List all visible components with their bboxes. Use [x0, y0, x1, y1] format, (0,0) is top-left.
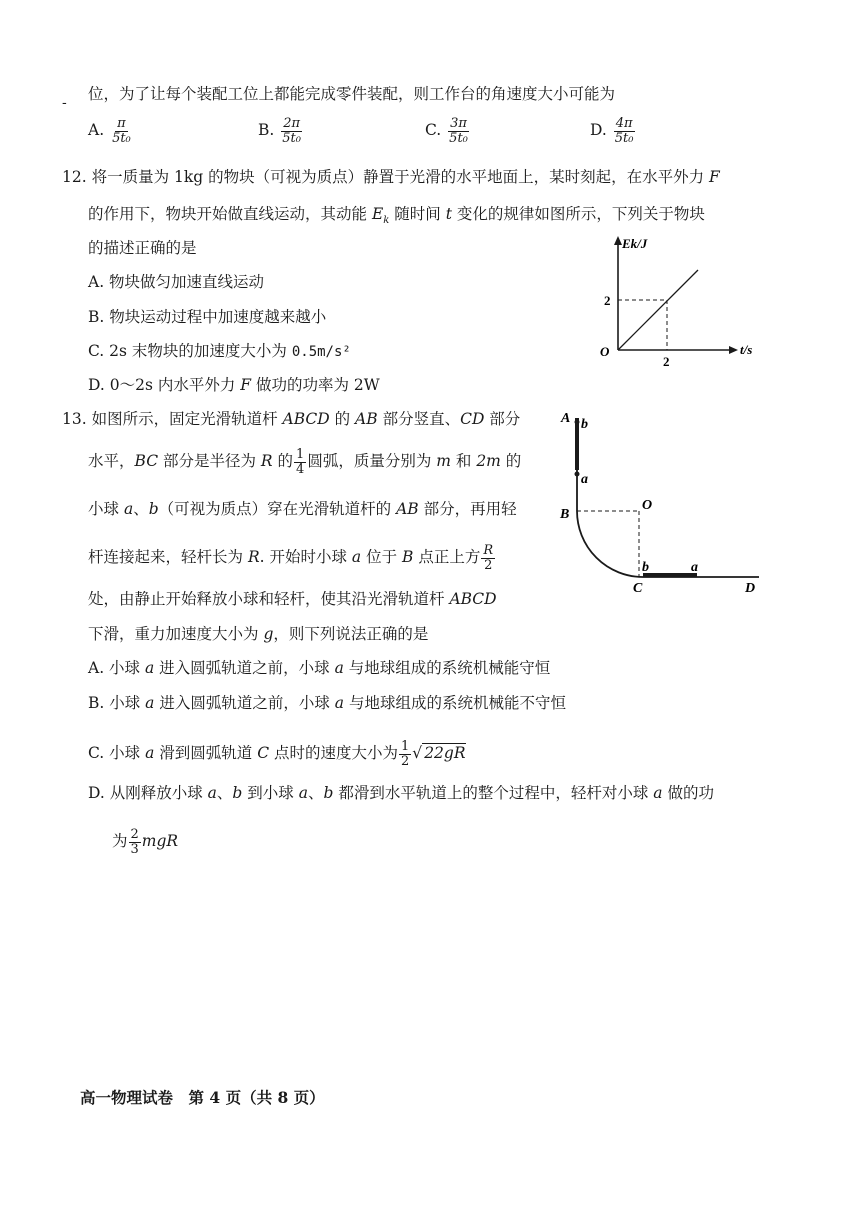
var-f: F: [240, 376, 252, 394]
label-b-point: B: [560, 507, 570, 522]
sqrt-sign: √: [412, 744, 423, 763]
ball-b-top: [575, 420, 580, 425]
text: B. 小球: [88, 694, 146, 712]
unit: 0.5m/s²: [291, 344, 351, 360]
subscript-k: k: [383, 215, 390, 227]
var: ABCD: [282, 410, 330, 428]
text: 部分竖直、: [377, 410, 461, 428]
text: 滑到圆弧轨道: [154, 744, 258, 763]
text: C. 小球: [88, 744, 146, 763]
q12-stem-line3: 的描述正确的是: [88, 239, 197, 257]
text: 的: [329, 410, 356, 428]
text: 12. 将一质量为 1kg 的物块（可视为质点）静置于光滑的水平地面上，某时刻起，在水平外力: [62, 168, 710, 186]
option-letter: C.: [425, 121, 442, 140]
text: 位于: [361, 548, 403, 567]
text: 到小球: [242, 784, 299, 802]
text: A. 小球: [88, 659, 145, 677]
label-a-point: A: [561, 411, 571, 426]
option-letter: A.: [88, 121, 105, 140]
text: 做的功: [662, 784, 714, 802]
frac-numerator: 4π: [615, 116, 633, 131]
label-a-low: a: [691, 560, 698, 575]
var: g: [263, 625, 274, 643]
var: a: [334, 694, 345, 712]
text: 和: [450, 452, 477, 471]
text: 部分是半径为: [158, 452, 261, 471]
text: 小球: [88, 500, 124, 518]
ek-line: [618, 270, 698, 350]
sqrt-radicand: 22gR: [424, 744, 466, 763]
var: m: [436, 452, 451, 471]
text: C. 2s 末物块的加速度大小为: [88, 342, 292, 360]
var: AB: [355, 410, 378, 428]
var: a: [145, 744, 155, 763]
q11-bullet: -: [62, 95, 67, 111]
q13-stem-line1: [62, 412, 520, 428]
text: 做功的功率为 2W: [251, 376, 380, 394]
track-bc-arc: [577, 511, 643, 577]
q13-track-figure: [555, 408, 770, 598]
text: （可视为质点）穿在光滑轨道杆的: [158, 500, 397, 518]
text: 的: [272, 452, 294, 471]
text: 、: [307, 784, 324, 802]
y-tick-label: 2: [604, 293, 611, 308]
var: C: [257, 744, 270, 763]
var: ABCD: [449, 590, 497, 608]
text: 部分，再用轻: [418, 500, 517, 518]
frac-denominator: 4: [296, 461, 305, 477]
q13-option-d: [88, 786, 714, 802]
var: CD: [460, 410, 485, 428]
var: b: [232, 784, 243, 802]
text: 水平，: [88, 452, 135, 471]
var-e: E: [371, 205, 384, 223]
x-axis-arrow: [729, 346, 738, 354]
q13-option-a: [88, 661, 550, 677]
var: a: [653, 784, 663, 802]
text: . 开始时小球: [259, 548, 352, 567]
frac-numerator: 3π: [450, 116, 467, 131]
x-tick-label: 2: [663, 354, 670, 369]
text: 处，由静止开始释放小球和轻杆，使其沿光滑轨道杆: [88, 590, 450, 608]
frac-denominator: 2: [401, 753, 410, 769]
label-b-top: b: [581, 417, 588, 432]
q12-option-d: [88, 378, 380, 394]
q13-option-b: [88, 696, 566, 712]
frac-numerator: R: [483, 543, 494, 558]
q13-option-d-line2: [112, 828, 178, 856]
text: 进入圆弧轨道之前，小球: [154, 694, 335, 712]
var: 2m: [476, 452, 501, 471]
option-letter: B.: [258, 121, 275, 140]
var: a: [298, 784, 308, 802]
label-c-point: C: [633, 581, 643, 596]
var: R: [247, 548, 260, 567]
var: a: [334, 659, 344, 677]
y-axis-arrow: [614, 236, 622, 245]
y-axis-label: Ek/J: [622, 236, 648, 251]
text: D. 0～2s 内水平外力: [88, 376, 241, 394]
var-t: t: [445, 205, 452, 223]
page-footer: 高一物理试卷 第 4 页（共 8 页）: [80, 1088, 325, 1107]
var: b: [323, 784, 334, 802]
q13-stem-line3: [88, 502, 517, 518]
text: 、: [216, 784, 233, 802]
var: B: [402, 548, 414, 567]
text: 杆连接起来，轻杆长为: [88, 548, 248, 567]
x-axis-label: t/s: [740, 342, 753, 357]
frac-denominator: 5t₀: [112, 130, 131, 146]
q12-stem-line1: [62, 170, 720, 186]
q11-option-d: [590, 117, 636, 145]
text: 的: [500, 452, 522, 471]
frac-numerator: 1: [296, 447, 305, 462]
text: 为: [112, 832, 128, 851]
q11-option-c: [425, 117, 471, 145]
frac-numerator: 2: [130, 827, 139, 842]
frac-numerator: π: [117, 116, 126, 131]
var: BC: [134, 452, 159, 471]
var: b: [148, 500, 159, 518]
frac-numerator: 1: [401, 739, 410, 754]
frac-numerator: 2π: [283, 116, 301, 131]
text: 下滑，重力加速度大小为: [88, 625, 264, 643]
q11-option-a: [88, 117, 134, 145]
var: mgR: [141, 832, 179, 851]
text: 部分: [484, 410, 521, 428]
text: 13. 如图所示，固定光滑轨道杆: [62, 410, 283, 428]
ball-a-mid: [575, 472, 580, 477]
q11-option-b: [258, 117, 304, 145]
text: 随时间: [389, 205, 446, 223]
var-f: F: [709, 168, 720, 186]
q12-stem-line2: [88, 207, 705, 226]
label-a-mid: a: [581, 472, 588, 487]
label-d-point: D: [745, 581, 756, 596]
q12-option-b: B. 物块运动过程中加速度越来越小: [88, 308, 327, 326]
q13-stem-line2: [88, 448, 521, 476]
var: AB: [396, 500, 419, 518]
text: ，则下列说法正确的是: [273, 625, 429, 643]
text: 圆弧，质量分别为: [307, 452, 437, 471]
q11-stem: 位，为了让每个装配工位上都能完成零件装配，则工作台的角速度大小可能为: [88, 85, 616, 103]
frac-denominator: 5t₀: [282, 130, 301, 146]
text: 点正上方: [413, 548, 481, 567]
var: a: [351, 548, 362, 567]
text: 与地球组成的系统机械能不守恒: [344, 694, 566, 712]
q13-stem-line6: [88, 627, 428, 643]
var: R: [260, 452, 273, 471]
text: D. 从刚释放小球: [88, 784, 208, 802]
text: 都滑到水平轨道上的整个过程中，轻杆对小球: [333, 784, 654, 802]
var: a: [144, 659, 155, 677]
q12-option-c: [88, 344, 351, 360]
text: 与地球组成的系统机械能守恒: [343, 659, 551, 677]
text: 进入圆弧轨道之前，小球: [154, 659, 335, 677]
label-o-point: O: [642, 498, 653, 513]
q12-option-a: A. 物块做匀加速直线运动: [88, 273, 265, 291]
frac-denominator: 5t₀: [614, 130, 634, 146]
q12-ek-t-graph: [590, 232, 770, 372]
text: 、: [133, 500, 149, 518]
origin-label: O: [600, 344, 610, 359]
q13-option-c: [88, 740, 466, 768]
text: 点时的速度大小为: [269, 744, 399, 763]
text: 变化的规律如图所示，下列关于物块: [451, 205, 705, 223]
text: 的作用下，物块开始做直线运动，其动能: [88, 205, 372, 223]
option-letter: D.: [590, 121, 607, 140]
q13-stem-line5: [88, 592, 497, 608]
frac-denominator: 3: [130, 841, 139, 857]
var: a: [207, 784, 217, 802]
q13-stem-line4: [88, 544, 496, 572]
frac-denominator: 2: [484, 557, 493, 573]
var: a: [145, 694, 155, 712]
label-b-low: b: [642, 560, 649, 575]
frac-denominator: 5t₀: [449, 130, 468, 146]
var: a: [123, 500, 134, 518]
